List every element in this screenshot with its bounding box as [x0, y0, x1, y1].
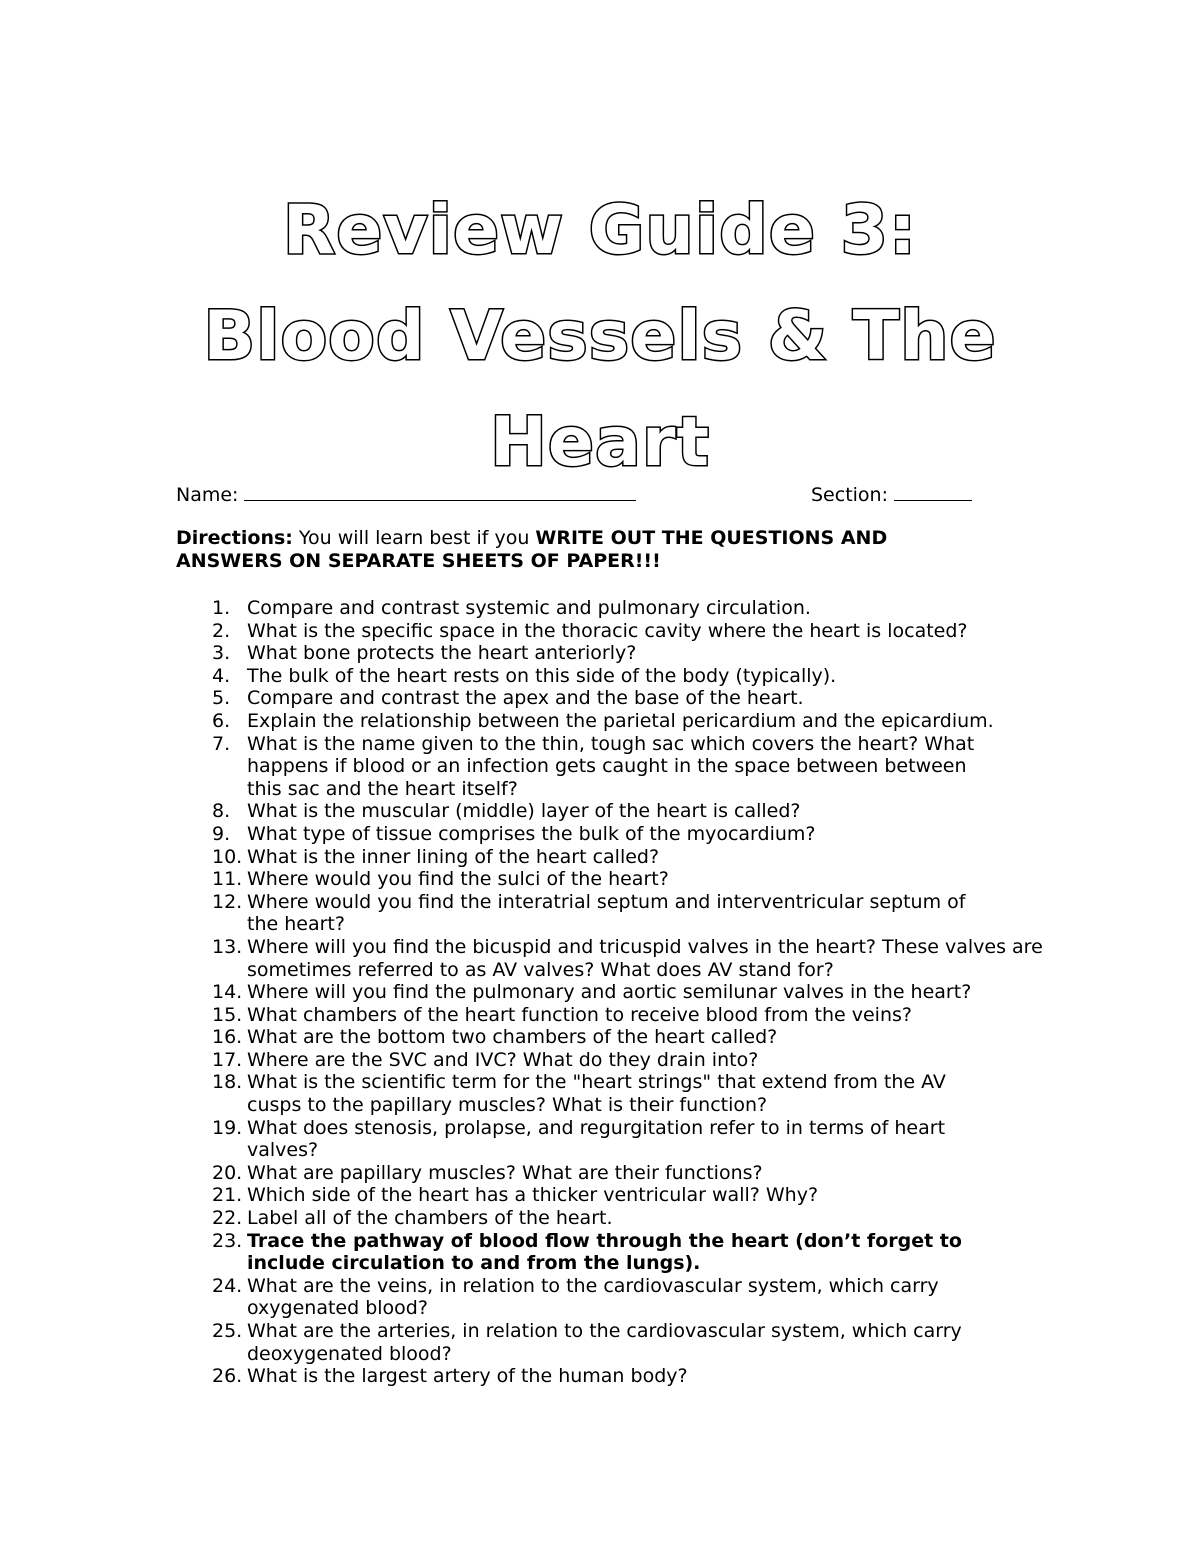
list-item: [176, 733, 1076, 801]
list-item: [176, 687, 1076, 710]
question-number: 7.: [212, 732, 231, 755]
question-number: 20.: [212, 1161, 243, 1184]
question-text: What bone protects the heart anteriorly?: [247, 642, 637, 665]
list-item: [176, 981, 1076, 1004]
question-text: What is the inner lining of the heart called?: [247, 845, 660, 868]
question-text: What is the muscular (middle) layer of the heart is called?: [247, 800, 801, 823]
question-number: 6.: [212, 709, 231, 732]
question-text: What are papillary muscles? What are their functions?: [247, 1161, 763, 1184]
question-text: What is the specific space in the thoracic cavity where the heart is located?: [247, 619, 968, 642]
question-number: 16.: [212, 1026, 243, 1049]
title-line-3: Heart: [490, 403, 710, 482]
question-text: What does stenosis, prolapse, and regurgitation refer to in terms of heart valves?: [247, 1116, 946, 1162]
question-number: 24.: [212, 1274, 243, 1297]
question-number: 21.: [212, 1184, 243, 1207]
list-item: [176, 891, 1076, 936]
question-text: What are the bottom two chambers of the heart called?: [247, 1026, 778, 1049]
list-item: [176, 597, 1076, 620]
list-item: [176, 620, 1076, 643]
question-text: The bulk of the heart rests on this side of the body (typically).: [247, 664, 837, 687]
question-text: Where will you find the pulmonary and aortic semilunar valves in the heart?: [247, 981, 972, 1004]
list-item: [176, 846, 1076, 869]
question-number: 13.: [212, 935, 243, 958]
question-text: What are the arteries, in relation to the cardiovascular system, which carry deoxygenated blood?: [247, 1320, 962, 1365]
directions-paragraph: [176, 527, 966, 573]
question-number: 8.: [212, 800, 231, 823]
question-text: Where would you find the interatrial septum and interventricular septum of the heart?: [247, 890, 966, 936]
list-item: [176, 868, 1076, 891]
title-line-2: Blood Vessels & The: [203, 297, 997, 376]
question-number: 11.: [212, 868, 243, 891]
question-text: What type of tissue comprises the bulk of the myocardium?: [247, 822, 816, 845]
directions-text: You will learn best if you: [292, 527, 536, 549]
question-text: What is the scientific term for the "heart strings" that extend from the AV cusps to the papillary muscles? What is their function?: [247, 1071, 946, 1117]
list-item: [176, 710, 1076, 733]
list-item: [176, 1207, 1076, 1230]
question-number: 1.: [212, 597, 231, 619]
list-item: [176, 1117, 1076, 1162]
question-number: 10.: [212, 845, 243, 868]
list-item: [176, 1004, 1076, 1027]
question-text: Compare and contrast systemic and pulmonary circulation.: [247, 597, 811, 619]
list-item: [176, 823, 1076, 846]
directions-emphasis: WRITE OUT THE QUESTIONS AND ANSWERS ON SEPARATE SHEETS OF PAPER!!!: [176, 527, 888, 572]
question-list: [176, 597, 1076, 1388]
question-number: 5.: [212, 687, 231, 710]
question-number: 17.: [212, 1048, 243, 1071]
list-item: [176, 800, 1076, 823]
question-text: Label all of the chambers of the heart.: [247, 1207, 613, 1230]
directions-label: Directions:: [176, 527, 293, 549]
question-text: What is the largest artery of the human body?: [247, 1365, 688, 1388]
name-label: Name:: [176, 484, 239, 506]
section-label: Section:: [811, 484, 888, 506]
name-field: [176, 480, 636, 509]
title-line-1: Review Guide 3:: [282, 191, 918, 270]
section-field: [811, 480, 972, 509]
section-blank-line[interactable]: [894, 480, 972, 501]
question-text: Which side of the heart has a thicker ventricular wall? Why?: [247, 1184, 819, 1207]
list-item: [176, 1320, 1076, 1365]
list-item: [176, 665, 1076, 688]
question-number: 9.: [212, 822, 231, 845]
question-number: 18.: [212, 1071, 243, 1094]
list-item: [176, 1275, 1076, 1320]
question-text: Trace the pathway of blood flow through the heart (don’t forget to include circulation to and from the lungs).: [247, 1229, 962, 1275]
list-item: [176, 1071, 1076, 1116]
list-item: [176, 642, 1076, 665]
question-text: Where would you find the sulci of the heart?: [247, 868, 669, 891]
list-item: [176, 1026, 1076, 1049]
question-number: 15.: [212, 1003, 243, 1026]
question-text: What chambers of the heart function to receive blood from the veins?: [247, 1003, 912, 1026]
question-number: 3.: [212, 642, 231, 665]
question-text: Explain the relationship between the parietal pericardium and the epicardium.: [247, 709, 994, 732]
question-text: What are the veins, in relation to the cardiovascular system, which carry oxygenated blood?: [247, 1274, 939, 1320]
list-item: [176, 1184, 1076, 1207]
question-number: 2.: [212, 619, 231, 642]
question-number: 25.: [212, 1320, 243, 1342]
question-text: Where are the SVC and IVC? What do they drain into?: [247, 1048, 759, 1071]
list-item: [176, 1049, 1076, 1072]
name-blank-line[interactable]: [244, 480, 636, 501]
question-number: 14.: [212, 981, 243, 1004]
page-title: [0, 178, 1200, 496]
question-number: 4.: [212, 664, 231, 687]
question-number: 26.: [212, 1365, 243, 1388]
question-number: 22.: [212, 1207, 243, 1230]
question-number: 12.: [212, 890, 243, 913]
list-item: [176, 936, 1076, 981]
question-text: Where will you find the bicuspid and tricuspid valves in the heart? These valves are sometimes referred to as AV valves? What does AV stand for?: [247, 935, 1043, 981]
list-item: [176, 1162, 1076, 1185]
question-text: What is the name given to the thin, tough sac which covers the heart? What happens if blood or an infection gets caught in the space between between this sac and the heart itself?: [247, 732, 975, 800]
list-item: [176, 1365, 1076, 1388]
list-item: [176, 1230, 1076, 1275]
question-text: Compare and contrast the apex and the base of the heart.: [247, 687, 804, 710]
question-number: 19.: [212, 1116, 243, 1139]
question-number: 23.: [212, 1229, 243, 1252]
